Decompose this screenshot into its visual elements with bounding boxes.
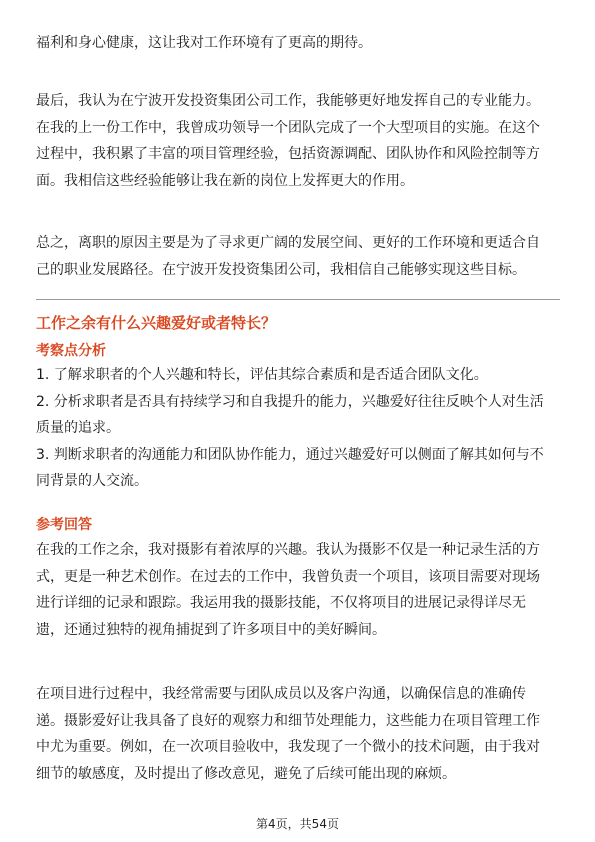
question-heading: 工作之余有什么兴趣爱好或者特长？	[36, 314, 277, 332]
list-item: 质量的追求。	[36, 420, 120, 436]
text-line: 最后，我认为在宁波开发投资集团公司工作，我能够更好地发挥自己的专业能力。	[36, 93, 540, 109]
text-line: 中尤为重要。例如，在一次项目验收中，我发现了一个微小的技术问题，由于我对	[36, 739, 540, 755]
text-line: 递。摄影爱好让我具备了良好的观察力和细节处理能力，这些能力在项目管理工作	[36, 712, 540, 729]
paragraph-professional-ability	[36, 88, 560, 194]
text-line: 在我的工作之余，我对摄影有着浓厚的兴趣。我认为摄影不仅是一种记录生活的方	[36, 542, 540, 558]
text-line: 式，更是一种艺术创作。在过去的工作中，我曾负责一个项目，该项目需要对现场	[36, 568, 540, 585]
list-item: 3. 判断求职者的沟通能力和团队协作能力，通过兴趣爱好可以侧面了解其如何与不	[36, 446, 544, 463]
paragraph-intro-end	[36, 30, 560, 57]
text-line: 在项目进行过程中，我经常需要与团队成员以及客户沟通，以确保信息的准确传	[36, 686, 526, 702]
text-line: 在我的上一份工作中，我曾成功领导一个团队完成了一个大型项目的实施。在这个	[36, 119, 540, 136]
section-divider	[36, 299, 560, 300]
answer-paragraph-communication	[36, 681, 560, 787]
text-line: 遗，还通过独特的视角捕捉到了许多项目中的美好瞬间。	[36, 621, 386, 638]
page-number: 第4页，共54页	[256, 817, 339, 831]
text-line: 细节的敏感度，及时提出了修改意见，避免了后续可能出现的麻烦。	[36, 765, 456, 782]
text-line: 总之，离职的原因主要是为了寻求更广阔的发展空间、更好的工作环境和更适合自	[36, 235, 540, 251]
list-item: 2. 分析求职者是否具有持续学习和自我提升的能力，兴趣爱好往往反映个人对生活	[36, 393, 544, 410]
text-line: 过程中，我积累了丰富的项目管理经验，包括资源调配、团队协作和风险控制等方	[36, 146, 540, 162]
paragraph-summary	[36, 230, 560, 283]
text-line: 面。我相信这些经验能够让我在新的岗位上发挥更大的作用。	[36, 172, 414, 189]
answer-title: 参考回答	[36, 517, 92, 533]
analysis-list	[36, 362, 560, 495]
answer-paragraph-photography	[36, 537, 560, 643]
text-line: 福利和身心健康，这让我对工作环境有了更高的期待。	[36, 35, 372, 51]
analysis-title: 考察点分析	[36, 343, 106, 359]
list-item: 同背景的人交流。	[36, 473, 148, 489]
text-line: 己的职业发展路径。在宁波开发投资集团公司，我相信自己能够实现这些目标。	[36, 261, 526, 278]
text-line: 进行详细的记录和跟踪。我运用我的摄影技能，不仅将项目的进展记录得详尽无	[36, 595, 526, 611]
list-item: 1. 了解求职者的个人兴趣和特长，评估其综合素质和是否适合团队文化。	[36, 367, 488, 383]
